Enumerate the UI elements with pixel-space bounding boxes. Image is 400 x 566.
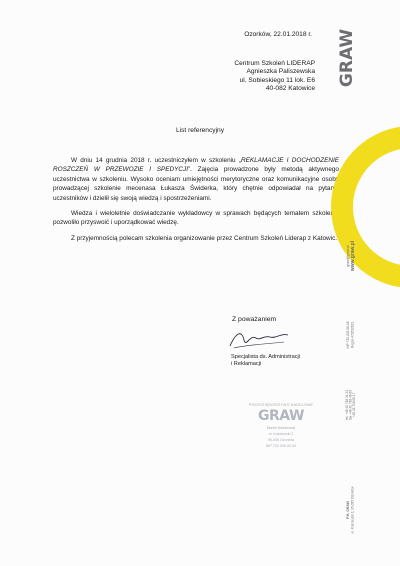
recipient-street: ul. Sobieskiego 11 lok. E6 bbox=[239, 76, 315, 84]
company-street: ul. Kościuszki 2, 95-035 Ozorków bbox=[350, 486, 355, 534]
signer-line-2: i Reklamacji bbox=[231, 361, 262, 368]
website-small: graw@graw.pl bbox=[346, 245, 350, 267]
stamp-header: PRZEDSIĘBIORSTWO HANDLOWE bbox=[248, 403, 314, 407]
body-p1-intro: W dniu 14 grudnia 2018 r. uczestniczyłem w szkoleniu „ bbox=[71, 157, 241, 164]
handwritten-signature bbox=[226, 326, 296, 352]
company-address-vertical bbox=[344, 470, 356, 550]
recipient-person: Agnieszka Paliszewska bbox=[246, 68, 315, 76]
regon-number: Regon 472612621 bbox=[350, 321, 355, 349]
graw-logo bbox=[336, 26, 358, 90]
stamp-line-3: 95-035 Ozorków bbox=[267, 438, 295, 442]
recipient-city: 40-082 Katowice bbox=[265, 85, 315, 93]
stamp-logo: GRAW bbox=[258, 408, 304, 424]
website-vertical bbox=[344, 206, 356, 306]
signer-line-1: Specjalista ds. Administracji bbox=[231, 354, 301, 360]
recipient-address bbox=[155, 60, 315, 94]
body-paragraph-2: Wiedza i wieloletnie doświadczanie wykładowcy w sprawach będących tematem szkolenia pozwoliło przyswoić i uporządkować wiedzę. bbox=[53, 210, 339, 227]
body-paragraph-3: Z przyjemnością polecam szkolenia organizowanie przez Centrum Szkoleń Liderap z Katowic. bbox=[71, 234, 338, 242]
yellow-arc-decoration bbox=[323, 122, 400, 292]
company-name: P.H. GRAW bbox=[346, 501, 350, 519]
letter-body bbox=[53, 156, 339, 249]
recipient-company: Centrum Szkoleń LIDERAP bbox=[234, 60, 315, 67]
stamp-line-1: Marek Wasilewski bbox=[266, 426, 296, 430]
phone-number-2: +48 42 718 00 17 bbox=[352, 392, 356, 418]
nip-number: NIP 732-202-56-16 bbox=[346, 321, 350, 349]
training-name: REKLAMACJE I DOCHODZENIE ROSZCZEŃ W PRZEWOZIE I SPEDYCJI bbox=[53, 157, 339, 174]
registration-info bbox=[344, 305, 356, 365]
company-stamp bbox=[228, 400, 334, 466]
body-p1-rest: ”. Zajęcia prowadzone były metodą aktywnego uczestnictwa w szkoleniu. Wysoko oceniam umiejętności merytoryczne oraz komunikacyjne osoby prowadzącej szkolenie mecenasa Łukasza Świderka, który chętnie odpowiadał na pytania uczestników i dzielił się swoją wiedzą i spostrzeżeniami. bbox=[53, 166, 339, 202]
document-title: List referencyjny bbox=[175, 127, 224, 134]
closing-salutation: Z poważaniem bbox=[232, 316, 277, 323]
stamp-line-4: NIP 732-000-00-00 bbox=[265, 444, 297, 448]
website-url: www.graw.pl bbox=[350, 240, 356, 272]
stamp-line-2: ul. Kościuszki 2 bbox=[268, 432, 294, 436]
phone-number: tel. +48 42 718 21 21 bbox=[345, 389, 349, 421]
letter-date: Ozorków, 22.01.2018 r. bbox=[244, 31, 312, 38]
signer-title bbox=[231, 354, 300, 368]
fax-number: fax +48 42 718 46 63 bbox=[348, 389, 353, 421]
logo-text: GRAW bbox=[337, 28, 357, 88]
body-paragraph-1 bbox=[53, 156, 339, 203]
contact-info bbox=[344, 370, 356, 440]
